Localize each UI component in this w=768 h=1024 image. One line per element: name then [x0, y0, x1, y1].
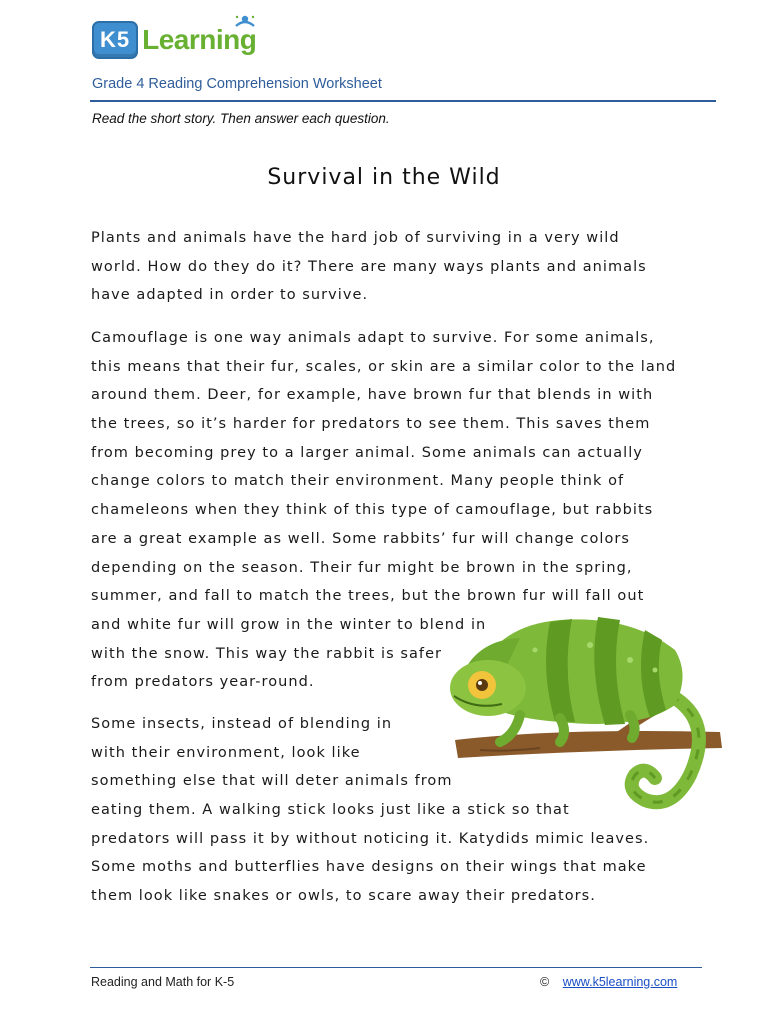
paragraph-line: with their environment, look like — [91, 744, 361, 761]
paragraph-line: eating them. A walking stick looks just like a stick so that — [91, 802, 570, 819]
paragraph-line: Camouflage is one way animals adapt to survive. For some animals, — [91, 330, 655, 346]
footer-copyright — [540, 975, 677, 989]
paragraph-line: chameleons when they think of this type of camouflage, but rabbits — [91, 502, 654, 519]
instructions: Read the short story. Then answer each question. — [92, 111, 390, 126]
paragraph-line: Plants and animals have the hard job of surviving in a very wild — [91, 230, 620, 246]
paragraph-line: Some insects, instead of blending in — [91, 716, 393, 732]
logo-k5-badge: K5 — [92, 21, 138, 59]
copyright-symbol: © — [540, 975, 550, 989]
footer-divider — [90, 967, 702, 968]
paragraph-1 — [91, 224, 647, 310]
footer-tagline: Reading and Math for K-5 — [91, 975, 235, 989]
worksheet-subject: Grade 4 Reading Comprehension Worksheet — [92, 76, 382, 92]
logo-figure-icon — [232, 14, 258, 34]
k5-learning-logo — [92, 18, 256, 62]
paragraph-line: Some moths and butterflies have designs on their wings that make — [91, 859, 647, 876]
paragraph-line: around them. Deer, for example, have brown fur that blends in with — [91, 387, 654, 404]
header-divider — [90, 100, 716, 102]
paragraph-line: and white fur will grow in the winter to blend in — [91, 616, 487, 633]
paragraph-line: depending on the season. Their fur might be brown in the spring, — [91, 559, 633, 576]
paragraph-line: this means that their fur, scales, or skin are a similar color to the land — [91, 358, 677, 375]
story-title: Survival in the Wild — [267, 165, 501, 190]
paragraph-line: the trees, so it’s harder for predators to see them. This saves them — [91, 416, 651, 433]
paragraph-line: change colors to match their environment. Many people think of — [91, 473, 625, 490]
paragraph-line: something else that will deter animals from — [91, 773, 453, 790]
paragraph-line: summer, and fall to match the trees, but the brown fur will fall out — [91, 588, 645, 605]
paragraph-line: predators will pass it by without noticing it. Katydids mimic leaves. — [91, 830, 650, 847]
paragraph-line: from becoming prey to a larger animal. Some animals can actually — [91, 444, 643, 461]
paragraph-line: with the snow. This way the rabbit is safer — [91, 645, 443, 662]
logo-learning-text: Learning — [142, 24, 257, 55]
paragraph-line: are a great example as well. Some rabbits’ fur will change colors — [91, 530, 630, 547]
website-link[interactable]: www.k5learning.com — [562, 975, 678, 989]
paragraph-line: from predators year-round. — [91, 674, 315, 691]
paragraph-line: them look like snakes or owls, to scare away their predators. — [91, 888, 596, 905]
paragraph-line: world. How do they do it? There are many ways plants and animals — [91, 258, 647, 275]
chameleon-illustration — [440, 600, 730, 835]
paragraph-line: have adapted in order to survive. — [91, 287, 369, 304]
